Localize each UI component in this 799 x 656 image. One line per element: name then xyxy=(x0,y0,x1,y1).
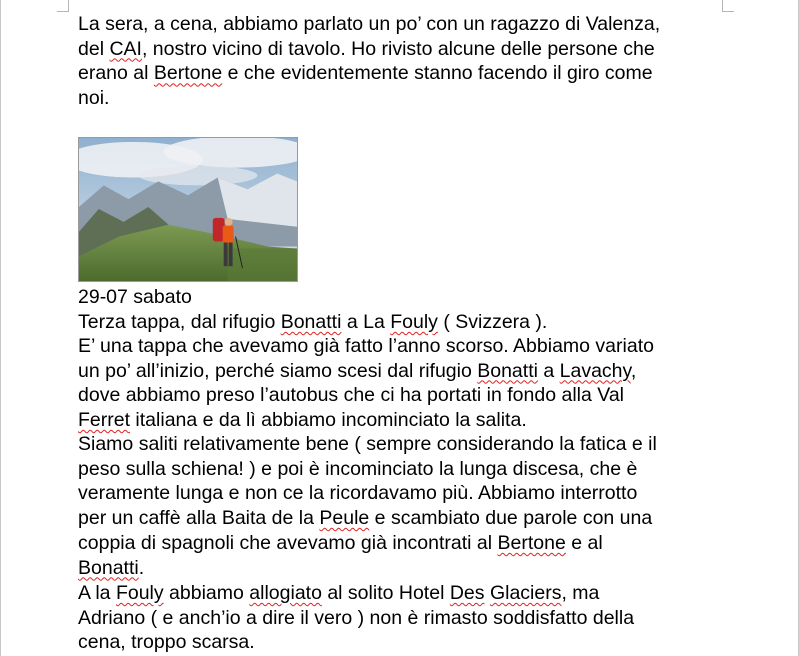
spellcheck-word[interactable]: CAI xyxy=(109,37,142,60)
text-run: , nostro vicino di tavolo. Ho rivisto alcune delle persone che erano al xyxy=(78,37,655,85)
text-run: A la xyxy=(78,582,116,604)
spellcheck-word[interactable]: Bonatti xyxy=(280,311,342,333)
text-run: a xyxy=(537,359,560,382)
spellcheck-word[interactable]: Bertone xyxy=(497,531,566,554)
spellcheck-word[interactable]: Bonatti xyxy=(477,359,538,382)
spellcheck-word[interactable]: Fouly xyxy=(115,582,164,604)
text-run: La sera, a cena, abbiamo parlato un po’ con un ragazzo di Valenza, del xyxy=(78,13,661,60)
spellcheck-word[interactable]: Ferret xyxy=(78,409,131,432)
spellcheck-word[interactable]: allogiato xyxy=(249,582,322,604)
text-run: Siamo saliti relativamente bene ( sempre considerando la fatica e il peso sulla schiena! ) e poi è incominciato la lunga discesa, che è veramente lunga e non ce la ricordavamo più. Abbiamo interrotto per un caffè alla Baita de la xyxy=(78,433,657,530)
hiker-photo[interactable] xyxy=(78,137,298,282)
spellcheck-word[interactable]: Des xyxy=(449,582,485,604)
spellcheck-word[interactable]: Fouly xyxy=(390,311,438,333)
text-run: E’ una tappa che avevamo già fatto l’anno scorso. Abbiamo variato un po’ all’inizio, perché siamo scesi dal rifugio xyxy=(78,335,654,382)
text-run: ( Svizzera ). xyxy=(437,311,548,333)
margin-corner-mark-right xyxy=(722,0,734,12)
margin-corner-mark-left xyxy=(57,0,69,12)
paragraph-hotel[interactable] xyxy=(78,581,738,655)
spellcheck-word[interactable]: Lavachy xyxy=(559,359,631,382)
text-run: Terza tappa, dal rifugio xyxy=(78,311,281,333)
spellcheck-word[interactable]: Bertone xyxy=(153,62,223,85)
text-run: e al xyxy=(571,531,603,554)
spellcheck-word[interactable]: Glaciers xyxy=(489,582,562,604)
text-run: italiana e da lì abbiamo incominciato la salita. xyxy=(130,409,527,432)
stage-title[interactable] xyxy=(78,310,738,335)
text-run: abbiamo xyxy=(163,582,250,604)
text-run: al solito Hotel xyxy=(321,582,450,604)
text-run: , dove abbiamo preso l’autobus che ci ha portati in fondo alla Val xyxy=(78,359,637,407)
paragraph-descent[interactable] xyxy=(78,432,738,580)
paragraph-dinner[interactable] xyxy=(78,12,738,111)
text-run: a La xyxy=(341,311,391,333)
spellcheck-word[interactable]: Bonatti xyxy=(78,556,139,579)
text-run: e scambiato due parole con una coppia di spagnoli che avevamo già incontrati al xyxy=(78,507,653,554)
date-line[interactable]: 29-07 sabato xyxy=(78,286,192,308)
page-left-edge xyxy=(0,0,1,656)
text-run: , ma Adriano ( e anch’io a dire il vero ) non è rimasto soddisfatto della cena, troppo scarsa. xyxy=(78,582,635,654)
text-run: . xyxy=(138,556,145,579)
spellcheck-word[interactable]: Peule xyxy=(319,507,370,530)
text-run: e che evidentemente stanno facendo il giro come noi. xyxy=(78,62,653,110)
paragraph-route[interactable] xyxy=(78,334,738,433)
